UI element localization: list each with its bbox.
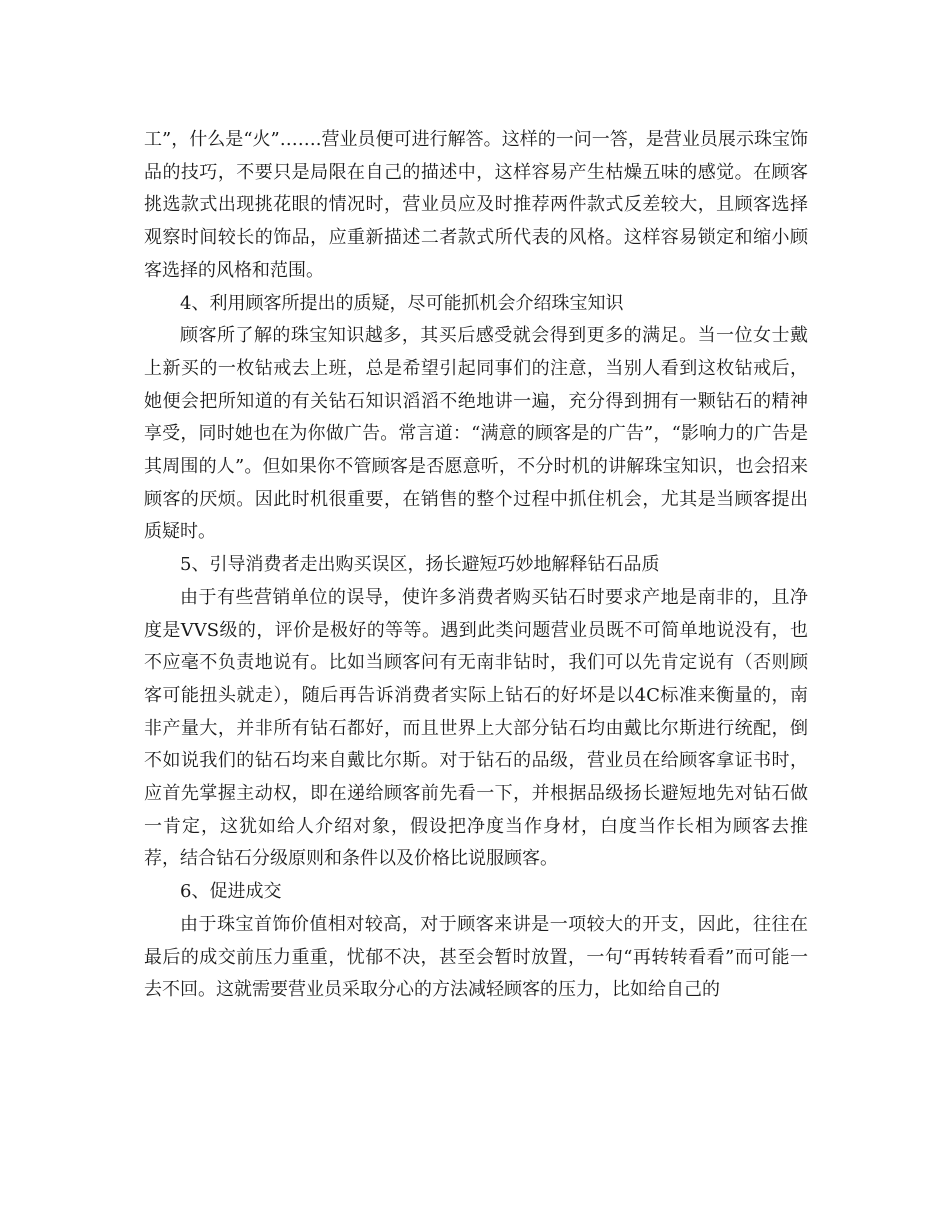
paragraph-body: 由于有些营销单位的误导，使许多消费者购买钻石时要求产地是南非的，且净度是VVS级的，评价是极好的等等。遇到此类问题营业员既不可简单地说没有，也不应毫不负责地说有。比如当顾客问有无南非钻时，我们可以先肯定说有（否则顾客可能扭头就走），随后再告诉消费者实际上钻石的好坏是以4C标准来衡量的，南非产量大，并非所有钻石都好，而且世界上大部分钻石均由戴比尔斯进行统配，倒不如说我们的钻石均来自戴比尔斯。对于钻石的品级，营业员在给顾客拿证书时，应首先掌握主动权，即在递给顾客前先看一下，并根据品级扬长避短地先对钻石做一肯定，这犹如给人介绍对象，假设把净度当作身材，白度当作长相为顾客去推荐，结合钻石分级原则和条件以及价格比说服顾客。 xyxy=(144,586,808,870)
section-heading-6: 6、促进成交 xyxy=(180,881,282,903)
paragraph-continuation: 工”，什么是“火”…….营业员便可进行解答。这样的一问一答，是营业员展示珠宝饰品的技巧，不要只是局限在自己的描述中，这样容易产生枯燥五味的感觉。在顾客挑选款式出现挑花眼的情况时，营业员应及时推荐两件款式反差较大，且顾客选择观察时间较长的饰品，应重新描述二者款式所代表的风格。这样容易锁定和缩小顾客选择的风格和范围。 xyxy=(144,129,808,281)
paragraph-body: 由于珠宝首饰价值相对较高，对于顾客来讲是一项较大的开支，因此，往往在最后的成交前压力重重，忧郁不决，甚至会暂时放置，一句“再转转看看”而可能一去不回。这就需要营业员采取分心的方法减轻顾客的压力，比如给自己的 xyxy=(144,913,808,1001)
section-heading-4: 4、利用顾客所提出的质疑，尽可能抓机会介绍珠宝知识 xyxy=(180,292,624,314)
paragraph-body: 顾客所了解的珠宝知识越多，其买后感受就会得到更多的满足。当一位女士戴上新买的一枚钻戒去上班，总是希望引起同事们的注意，当别人看到这枚钻戒后，她便会把所知道的有关钻石知识滔滔不绝地讲一遍，充分得到拥有一颗钻石的精神享受，同时她也在为你做广告。常言道：“满意的顾客是的广告”，“影响力的广告是其周围的人”。但如果你不管顾客是否愿意听，不分时机的讲解珠宝知识，也会招来顾客的厌烦。因此时机很重要，在销售的整个过程中抓住机会，尤其是当顾客提出质疑时。 xyxy=(144,325,808,543)
document-page xyxy=(144,124,808,1007)
section-heading-5: 5、引导消费者走出购买误区，扬长避短巧妙地解释钻石品质 xyxy=(180,554,660,576)
